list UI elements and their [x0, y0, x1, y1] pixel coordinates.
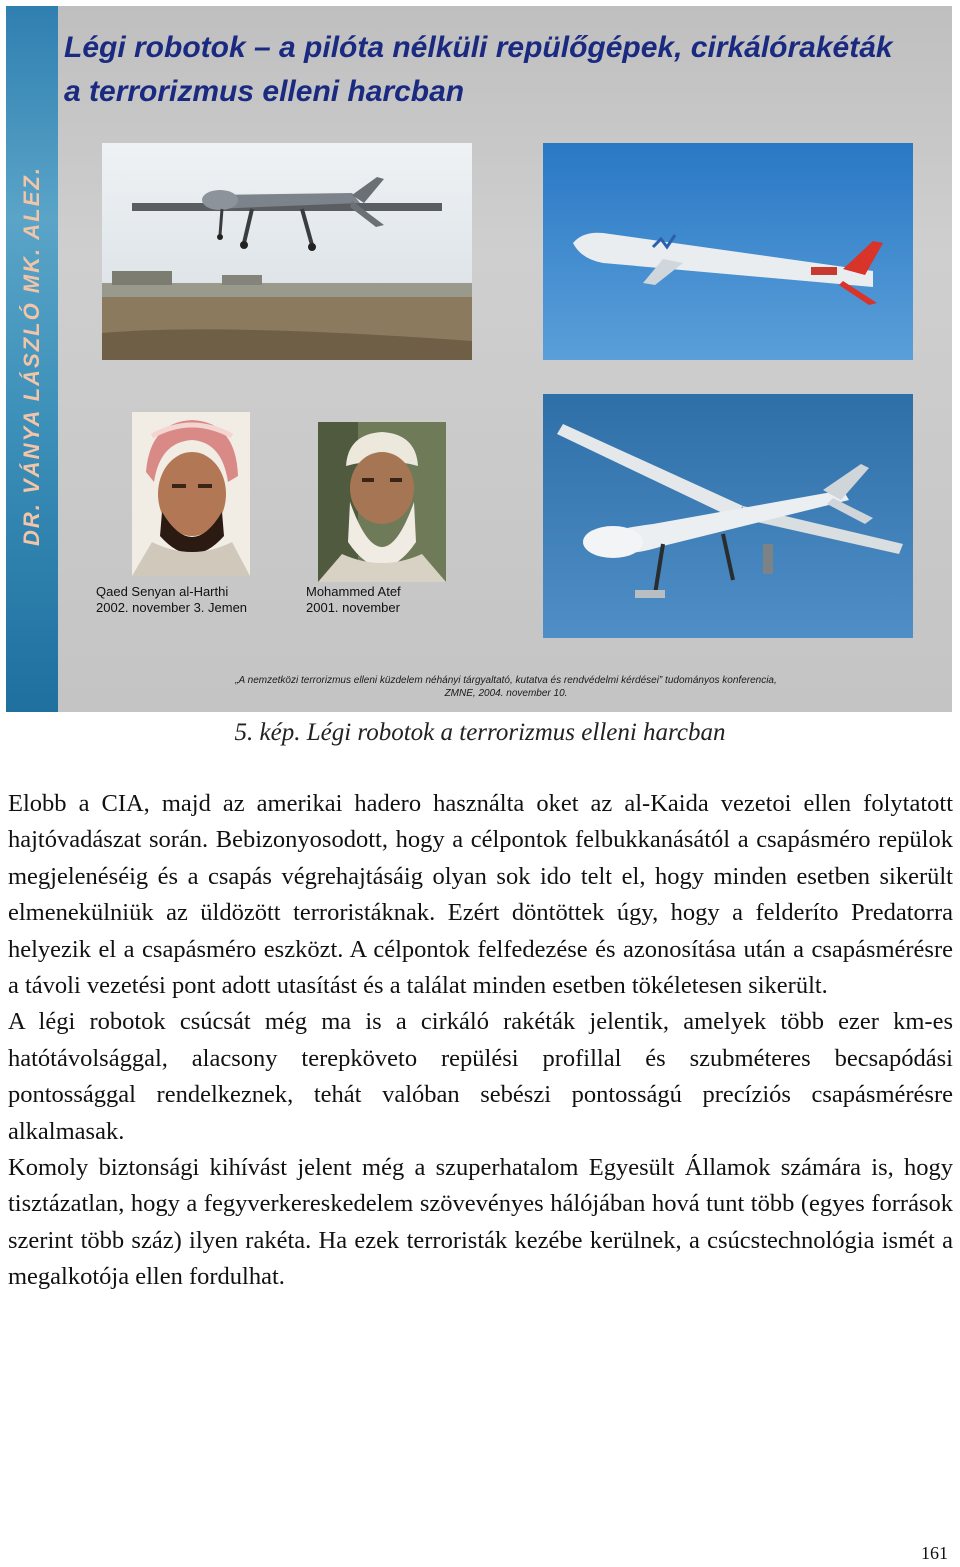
predator-airfield-photo: [102, 143, 472, 360]
person2-date: 2001. november: [306, 600, 400, 615]
figure-caption: 5. kép. Légi robotok a terrorizmus elleni harcban: [234, 719, 726, 746]
slide-title: [64, 26, 944, 114]
side-strip: [6, 6, 58, 712]
author-vertical-text: DR. VÁNYA LÁSZLÓ MK. ALEZ.: [19, 166, 44, 546]
slide-footer-line2: ZMNE, 2004. november 10.: [444, 688, 568, 699]
cruise-missile-photo: [543, 143, 913, 360]
page-number: 161: [921, 1543, 948, 1563]
body-text: [8, 786, 953, 1296]
portrait-atef: [318, 422, 446, 582]
slide-title-line2: a terrorizmus elleni harcban: [64, 75, 465, 108]
slide-footer: [76, 674, 936, 700]
person2-name: Mohammed Atef: [306, 584, 401, 599]
paragraph-1: Elobb a CIA, majd az amerikai hadero használta oket az al-Kaida vezetoi ellen folytatott hajtóvadászat során. Bebizonyosodott, hogy a célpontok felbukkanásától a csapásméro repülok megjelenéséig és a csapás végrehajtásáig olyan sok ido telt el, hogy minden esetben sikerült elmenekülniük az üldözött terroristáknak. Ezért döntöttek úgy, hogy a felderíto Predatorra helyezik el a csapásméro eszközt. A célpontok felfedezése és azonosítása után a csapásmérésre a távoli vezetési pont adott utasítást és a találat minden esetben tökéletesen sikerült.: [8, 790, 953, 1000]
paragraph-2: A légi robotok csúcsát még ma is a cirkáló rakéták jelentik, amelyek több ezer km-es hatótávolsággal, alacsony terepköveto repülési profillal és szubméteres becsapódási pontossággal rendelkeznek, tehát valóban sebészi pontosságú precíziós csapásmérésre alkalmasak.: [8, 1008, 953, 1145]
person1-caption: [96, 584, 247, 616]
slide-title-line1: Légi robotok – a pilóta nélküli repülőgépek, cirkálórakéták: [64, 31, 893, 64]
person2-caption: [306, 584, 401, 616]
paragraph-3: Komoly biztonsági kihívást jelent még a szuperhatalom Egyesült Államok számára is, hogy tisztázatlan, hogy a fegyverkereskedelem szövevényes hálójában hová tunt több (egyes források szerint több száz) ilyen rakéta. Ha ezek terroristák kezébe kerülnek, a csúcstechnológia ismét a megalkotója ellen fordulhat.: [8, 1154, 953, 1291]
person1-name: Qaed Senyan al-Harthi: [96, 584, 229, 599]
portrait-al-harthi: [132, 412, 250, 576]
figure-slide: [6, 6, 952, 712]
person1-date: 2002. november 3. Jemen: [96, 600, 248, 615]
predator-flight-photo: [543, 394, 913, 638]
slide-footer-line1: „A nemzetközi terrorizmus elleni küzdelem néhányi tárgyaltató, kutatva és rendvédelmi kérdései” tudományos konferencia,: [235, 675, 777, 686]
